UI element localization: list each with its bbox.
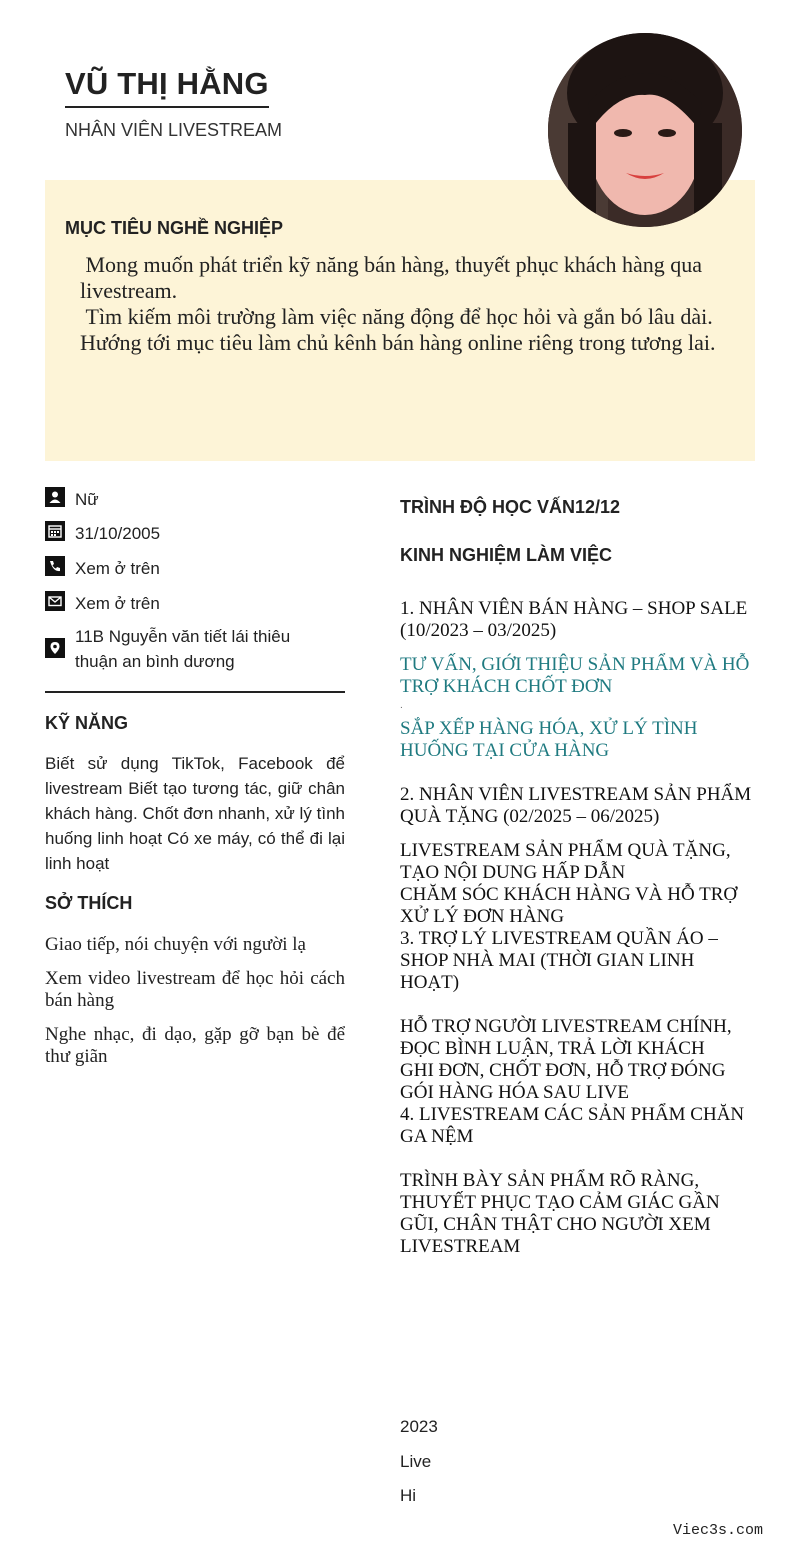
contact-gender (45, 487, 99, 512)
contact-birthday (45, 521, 160, 546)
experience-line: 4. LIVESTREAM CÁC SẢN PHẨM CHĂN GA NỆM (400, 1104, 745, 1147)
hobby-item: Giao tiếp, nói chuyện với người lạ (45, 934, 306, 955)
job-1-description: SẮP XẾP HÀNG HÓA, XỬ LÝ TÌNH HUỐNG TẠI CỬA HÀNG (400, 718, 698, 761)
education-title (400, 497, 620, 518)
gender-value: Nữ (75, 490, 99, 509)
candidate-name: VŨ THỊ HẰNG (65, 66, 269, 108)
skills-title: KỸ NĂNG (45, 713, 129, 733)
profile-photo (548, 33, 742, 227)
objective-title: MỤC TIÊU NGHỀ NGHIỆP (65, 218, 284, 238)
address-value: 11B Nguyễn văn tiết lái thiêu thuận an bình dương (75, 627, 291, 671)
experience-blank-line (400, 994, 745, 1016)
hobbies-title: SỞ THÍCH (45, 893, 133, 913)
section-divider (45, 691, 345, 693)
contact-email (45, 591, 160, 616)
objective-line: Tìm kiếm môi trường làm việc năng động để học hỏi và gắn bó lâu dài. (80, 304, 713, 329)
live-text: Live (400, 1452, 432, 1471)
footer-brand: Viec3s.com (673, 1522, 764, 1539)
user-icon (45, 487, 65, 507)
calendar-icon (45, 521, 65, 541)
hi-text: Hi (400, 1486, 417, 1505)
email-value: Xem ở trên (75, 594, 160, 613)
contact-address (45, 624, 345, 674)
education-level: 12/12 (575, 497, 621, 517)
mail-icon (45, 591, 65, 611)
experience-line: 3. TRỢ LÝ LIVESTREAM QUẦN ÁO – SHOP NHÀ MAI (THỜI GIAN LINH HOẠT) (400, 928, 718, 993)
experience-line: LIVESTREAM SẢN PHẨM QUÀ TẶNG, TẠO NỘI DUNG HẤP DẪN (400, 840, 731, 883)
job-1-description: TƯ VẤN, GIỚI THIỆU SẢN PHẨM VÀ HỖ TRỢ KHÁCH CHỐT ĐƠN (400, 654, 750, 697)
year-text: 2023 (400, 1417, 438, 1436)
hobby-item: Xem video livestream để học hỏi cách bán hàng (45, 968, 345, 1011)
objective-line: Hướng tới mục tiêu làm chủ kênh bán hàng online riêng trong tương lai. (80, 330, 716, 355)
job-1-title: 1. NHÂN VIÊN BÁN HÀNG – SHOP SALE (10/2023 – 03/2025) (400, 598, 748, 641)
experience-blank-line (400, 1148, 745, 1170)
hobby-item: Nghe nhạc, đi dạo, gặp gỡ bạn bè để thư giãn (45, 1024, 345, 1067)
objective-text (80, 252, 735, 356)
experience-line: CHĂM SÓC KHÁCH HÀNG VÀ HỖ TRỢ XỬ LÝ ĐƠN HÀNG (400, 884, 738, 927)
phone-icon (45, 556, 65, 576)
contact-phone (45, 556, 160, 581)
education-label: TRÌNH ĐỘ HỌC VẤN (400, 497, 575, 517)
job-2-title: 2. NHÂN VIÊN LIVESTREAM SẢN PHẨM QUÀ TẶNG (02/2025 – 06/2025) (400, 784, 752, 827)
experience-title: KINH NGHIỆM LÀM VIỆC (400, 545, 613, 565)
job-role: NHÂN VIÊN LIVESTREAM (65, 120, 283, 140)
experience-details (400, 840, 745, 1258)
objective-line: Mong muốn phát triển kỹ năng bán hàng, thuyết phục khách hàng qua livestream. (80, 252, 708, 303)
experience-line: GHI ĐƠN, CHỐT ĐƠN, HỖ TRỢ ĐÓNG GÓI HÀNG HÓA SAU LIVE (400, 1060, 726, 1103)
birthday-value: 31/10/2005 (75, 524, 161, 543)
experience-line: HỖ TRỢ NGƯỜI LIVESTREAM CHÍNH, ĐỌC BÌNH LUẬN, TRẢ LỜI KHÁCH (400, 1016, 732, 1059)
separator-dot: . (400, 700, 403, 711)
skills-text: Biết sử dụng TikTok, Facebook để livestream Biết tạo tương tác, giữ chân khách hàng. Chốt đơn nhanh, xử lý tình huống linh hoạt Có xe máy, có thể đi lại linh hoạt (45, 754, 345, 873)
phone-value: Xem ở trên (75, 559, 160, 578)
location-pin-icon (45, 638, 65, 658)
experience-line: TRÌNH BÀY SẢN PHẨM RÕ RÀNG, THUYẾT PHỤC TẠO CẢM GIÁC GẦN GŨI, CHÂN THẬT CHO NGƯỜI XEM LIVESTREAM (400, 1170, 720, 1257)
